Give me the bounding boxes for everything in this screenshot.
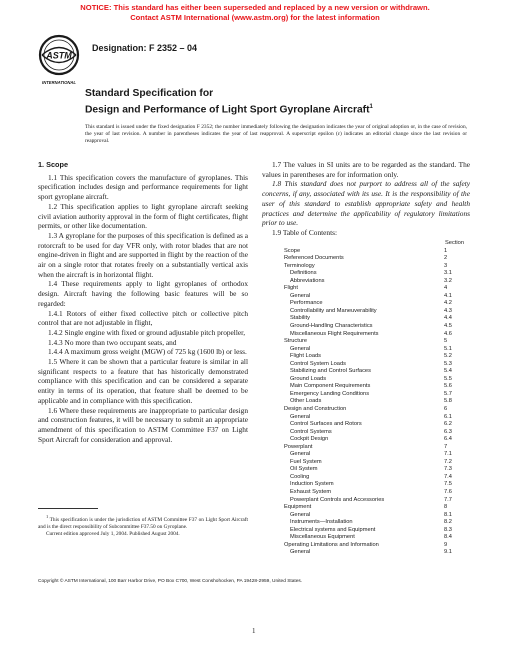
toc-entry — [284, 361, 464, 369]
toc-entry-label: Miscellaneous Equipment — [290, 534, 355, 541]
toc-entry-label: Flight Loads — [290, 353, 321, 360]
toc-entry-label: Operating Limitations and Information — [284, 541, 379, 548]
page-number: 1 — [252, 627, 256, 635]
right-column — [262, 160, 470, 238]
toc-entry — [284, 255, 464, 263]
toc-entry-label: Control Surfaces and Rotors — [290, 421, 362, 428]
toc-entry-label: Fuel System — [290, 458, 322, 465]
para-1-4-4: 1.4.4 A maximum gross weight (MGW) of 725 kg (1600 lb) or less. — [48, 347, 247, 357]
para-1-4-2: 1.4.2 Single engine with fixed or ground adjustable pitch propeller, — [48, 327, 246, 337]
toc-entry — [284, 376, 464, 384]
toc-entry-label: General — [290, 511, 311, 518]
footnote-text-1 — [38, 513, 248, 531]
toc-entry — [284, 414, 464, 422]
toc-entry-section: 4.2 — [444, 300, 452, 307]
toc-entry-label: Ground-Handling Characteristics — [290, 322, 373, 329]
designation: Designation: F 2352 – 04 — [92, 43, 198, 53]
toc-entry-label: Performance — [290, 300, 323, 307]
toc-entry-section: 5.3 — [444, 360, 452, 367]
toc-entry — [284, 398, 464, 406]
toc-entry-section: 5.8 — [444, 398, 452, 405]
toc-entry-label: Control System Loads — [290, 360, 346, 367]
toc-entry-label: Flight — [284, 285, 298, 292]
toc-entry — [284, 459, 464, 467]
toc-entry — [284, 315, 464, 323]
toc-entry-section: 4 — [444, 285, 448, 292]
toc-entry-label: Stability — [290, 315, 310, 322]
toc-entry-label: General — [290, 413, 311, 420]
toc-entry-label: Cooling — [290, 473, 310, 480]
toc-entry-section: 5.4 — [444, 368, 452, 375]
footnote — [38, 513, 248, 538]
toc-entry-section: 3.2 — [444, 277, 452, 284]
toc-entry — [284, 512, 464, 520]
toc-entry-section: 1 — [444, 247, 448, 254]
toc-entry-section: 5.7 — [444, 390, 452, 397]
toc-entry-label: Electrical systems and Equipment — [290, 526, 376, 533]
toc-entry — [284, 353, 464, 361]
toc-entry-label: Definitions — [290, 270, 317, 277]
toc-entry — [284, 293, 464, 301]
footnote-text-2: Current edition approved July 1, 2004. Published August 2004. — [46, 530, 180, 537]
toc-entry — [284, 542, 464, 550]
toc-entry-label: Abbreviations — [290, 277, 325, 284]
toc-entry-section: 5.6 — [444, 383, 452, 390]
toc-entry-section: 7 — [444, 443, 448, 450]
toc-entry-label: Referenced Documents — [284, 255, 344, 262]
toc-entry-label: Exhaust System — [290, 489, 332, 495]
toc-entry-section: 2 — [444, 255, 448, 262]
toc-entry — [284, 285, 464, 293]
toc-entry-label: Main Component Requirements — [290, 383, 371, 390]
toc-entry-label: Stabilizing and Control Surfaces — [290, 368, 371, 375]
toc-entry-section: 9 — [444, 541, 448, 548]
toc-entry-label: General — [290, 345, 311, 352]
toc-entry — [284, 368, 464, 376]
toc-entry-section: 8 — [444, 504, 448, 511]
toc-entry-section: 5 — [444, 338, 448, 345]
astm-logo-icon — [38, 34, 80, 88]
para-1-8: 1.8 This standard does not purport to address all of the safety concerns, if any, associated with its use. It is the responsibility of the user of this standard to establish appropriate safety and health practices and determine the applicability of regulatory limitations prior to use. — [262, 179, 470, 228]
title-main-text: Design and Performance of Light Sport Gyroplane Aircraft — [85, 103, 370, 115]
para-1-4: 1.4 These requirements apply to light gyroplanes of orthodox design. Aircraft having the following basic features will be so regarded: — [38, 279, 248, 308]
toc-entry-section: 7.5 — [444, 481, 452, 488]
toc-entry-section: 8.2 — [444, 519, 452, 526]
notice-line-2: Contact ASTM International (www.astm.org) for the latest information — [130, 12, 380, 22]
toc-entry-section: 4.3 — [444, 307, 452, 314]
toc-entry — [284, 474, 464, 482]
toc-entry-label: General — [290, 549, 311, 556]
toc-entry — [284, 421, 464, 429]
toc-entry-section: 7.1 — [444, 451, 452, 458]
toc-entry-section: 4.1 — [444, 292, 452, 299]
toc-entry-label: Instruments—Installation — [290, 519, 353, 526]
para-1-4-3: 1.4.3 No more than two occupant seats, and — [48, 337, 177, 347]
copyright-line: Copyright © ASTM International, 100 Barr Harbor Drive, PO Box C700, West Conshohocken, PA 19428-2959, United States. — [38, 579, 303, 584]
toc-entry-label: Induction System — [290, 481, 334, 488]
toc-entry-section: 7.4 — [444, 473, 452, 480]
toc-entry — [284, 466, 464, 474]
toc-entry-label: Powerplant Controls and Accessories — [290, 496, 385, 503]
document-title — [85, 88, 373, 116]
toc-entry — [284, 429, 464, 437]
toc-entry-section: 8.4 — [444, 534, 452, 541]
para-1-4-1: 1.4.1 Rotors of either fixed collective pitch or collective pitch control that are not adjustable in flight, — [38, 308, 248, 328]
toc-entry-label: Scope — [284, 247, 301, 254]
toc-entry — [284, 270, 464, 278]
toc-entry — [284, 338, 464, 346]
toc-entry-label: Equipment — [284, 504, 312, 511]
para-1-2: 1.2 This specification applies to light gyroplane aircraft seeking civil aviation authority approval in the form of flight certificates, flight permits, or other like documentation. — [38, 201, 248, 231]
toc-entry — [284, 323, 464, 331]
toc-entry-label: Other Loads — [290, 398, 322, 405]
withdrawn-notice — [0, 3, 510, 22]
toc-entry-label: Cockpit Design — [290, 436, 329, 443]
footnote-divider — [38, 508, 98, 509]
toc-entry — [284, 534, 464, 542]
para-1-9: 1.9 Table of Contents: — [272, 227, 338, 237]
para-1-6: 1.6 Where these requirements are inappropriate to particular design and construction features, it will be necessary to submit an appropriate amendment of this specification to ASTM Committee F37 on Light Sport Aircraft for consideration and approval. — [38, 405, 248, 444]
toc-entry — [284, 278, 464, 286]
toc-entry-label: Emergency Landing Conditions — [290, 390, 370, 397]
toc-entry — [284, 489, 464, 497]
toc-entry-section: 4.4 — [444, 315, 452, 322]
toc-entry-label: Control Systems — [290, 428, 332, 435]
toc-entry-section: 9.1 — [444, 549, 452, 556]
toc-entry-section: 6.3 — [444, 428, 452, 435]
toc-rows — [284, 248, 464, 557]
toc-entry-label: General — [290, 292, 311, 299]
title-footnote-mark: 1 — [369, 103, 373, 110]
toc-entry-section: 4.5 — [444, 322, 452, 329]
toc-entry-label: General — [290, 451, 311, 458]
toc-entry — [284, 383, 464, 391]
toc-entry — [284, 481, 464, 489]
toc-entry-label: Structure — [284, 338, 308, 345]
toc-entry — [284, 504, 464, 512]
toc-entry-section: 7.2 — [444, 458, 452, 465]
toc-entry-section: 6 — [444, 405, 448, 412]
toc-entry-section: 3 — [444, 262, 448, 269]
toc-entry-label: Powerplant — [284, 443, 313, 450]
toc-entry-label: Ground Loads — [290, 375, 327, 382]
toc-entry-section: 8.1 — [444, 511, 452, 518]
toc-entry — [284, 444, 464, 452]
table-of-contents — [284, 240, 464, 557]
toc-entry-label: Terminology — [284, 262, 315, 269]
toc-entry-label: Controllability and Maneuverability — [290, 307, 377, 314]
toc-entry-label: Miscellaneous Flight Requirements — [290, 330, 379, 337]
toc-entry — [284, 391, 464, 399]
toc-entry-section: 5.1 — [444, 345, 452, 352]
para-1-3: 1.3 A gyroplane for the purposes of this specification is defined as a rotorcraft to be used for day VFR only, with rotor blades that are not engine-driven in flight and are supported in flight by the reaction of the air on a single rotor that rotates freely on a substantially vertical axis when the aircraft is in horizontal flight. — [38, 230, 248, 279]
toc-entry — [284, 527, 464, 535]
footnote-mark: 1 — [46, 514, 49, 519]
toc-entry — [284, 549, 464, 557]
toc-entry-section: 7.3 — [444, 466, 452, 473]
title-line-1: Standard Specification for — [85, 88, 214, 99]
logo-text: ASTM — [46, 50, 72, 61]
toc-entry-section: 4.6 — [444, 330, 452, 337]
logo-subtext: INTERNATIONAL — [42, 80, 76, 85]
para-1-5: 1.5 Where it can be shown that a particular feature is similar in all significant respects to a feature that has historically demonstrated compliance with this specification and can be considered a separate entity in terms of its operation, that feature shall be deemed to be applicable and in compliance with this specification. — [38, 357, 248, 405]
toc-entry-section: 6.1 — [444, 413, 452, 420]
toc-entry-label: Oil System — [290, 466, 318, 473]
footnote-jurisdiction: This specification is under the jurisdiction of ASTM Committee F37 on Light Sport Aircraft and is the direct responsibility of Subcommittee F37.50 on Gyroplane. — [38, 516, 248, 530]
scope-heading: 1. Scope — [38, 160, 69, 169]
left-column — [38, 160, 248, 444]
toc-entry — [284, 263, 464, 271]
toc-entry — [284, 346, 464, 354]
toc-entry-section: 3.1 — [444, 270, 452, 277]
toc-entry-section: 6.2 — [444, 421, 452, 428]
toc-entry — [284, 497, 464, 505]
toc-entry — [284, 248, 464, 256]
toc-entry-section: 6.4 — [444, 436, 452, 443]
toc-entry-section: 5.5 — [444, 375, 452, 382]
toc-entry-label: Design and Construction — [284, 405, 347, 412]
toc-entry-section: 7.6 — [444, 489, 452, 495]
para-1-7: 1.7 The values in SI units are to be regarded as the standard. The values in parentheses are for information only. — [262, 160, 470, 179]
toc-entry-section: 5.2 — [444, 353, 452, 360]
title-line-2 — [85, 101, 373, 117]
toc-entry — [284, 331, 464, 339]
toc-header: Section — [445, 240, 464, 246]
notice-line-1: NOTICE: This standard has either been superseded and replaced by a new version or withdrawn. — [80, 3, 430, 12]
para-1-1: 1.1 This specification covers the manufacture of gyroplanes. This specification includes design and performance requirements for light sport gyroplane aircraft. — [38, 172, 248, 202]
toc-entry — [284, 300, 464, 308]
toc-entry-section: 7.7 — [444, 496, 452, 503]
issuance-note: This standard is issued under the fixed designation F 2352; the number immediately following the designation indicates the year of original adoption or, in the case of revision, the year of last revision. A number in parentheses indicates the year of last reapproval. A superscript epsilon (ε) indicates an editorial change since the last revision or reapproval. — [85, 124, 467, 145]
toc-entry — [284, 308, 464, 316]
toc-entry-section: 8.3 — [444, 526, 452, 533]
toc-entry — [284, 406, 464, 414]
toc-entry — [284, 519, 464, 527]
toc-entry — [284, 436, 464, 444]
toc-entry — [284, 451, 464, 459]
